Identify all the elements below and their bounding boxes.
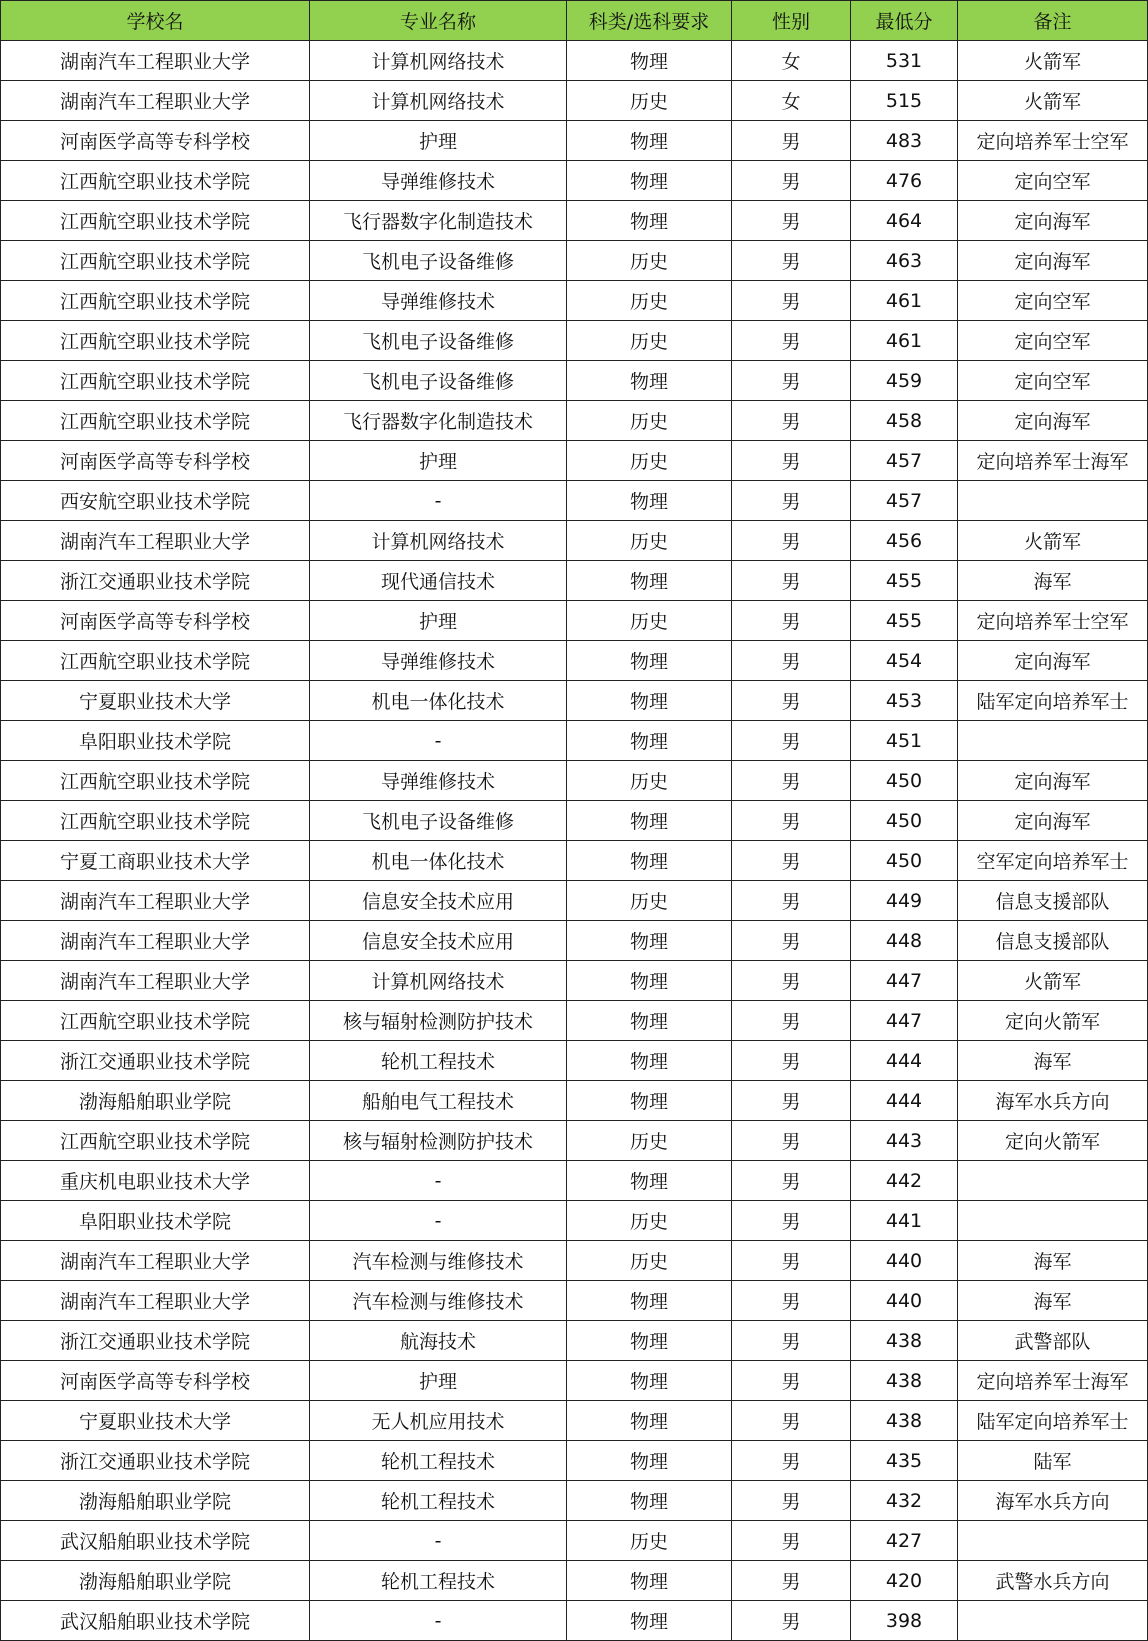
cell-gender: 男	[732, 641, 851, 681]
cell-subject-requirement: 物理	[567, 1001, 732, 1041]
table-row	[1, 281, 1148, 321]
cell-gender: 男	[732, 401, 851, 441]
cell-gender: 男	[732, 121, 851, 161]
cell-min-score: 443	[851, 1121, 958, 1161]
cell-subject-requirement: 物理	[567, 481, 732, 521]
cell-school-name: 江西航空职业技术学院	[1, 801, 310, 841]
cell-min-score: 459	[851, 361, 958, 401]
cell-major-name: 信息安全技术应用	[310, 921, 567, 961]
cell-major-name: 飞行器数字化制造技术	[310, 401, 567, 441]
cell-remarks: 海军	[958, 1041, 1148, 1081]
cell-subject-requirement: 物理	[567, 1441, 732, 1481]
cell-min-score: 461	[851, 281, 958, 321]
cell-gender: 男	[732, 281, 851, 321]
cell-gender: 男	[732, 1041, 851, 1081]
cell-school-name: 西安航空职业技术学院	[1, 481, 310, 521]
cell-gender: 男	[732, 1561, 851, 1601]
cell-subject-requirement: 历史	[567, 521, 732, 561]
table-row	[1, 641, 1148, 681]
cell-subject-requirement: 物理	[567, 961, 732, 1001]
cell-school-name: 江西航空职业技术学院	[1, 761, 310, 801]
cell-school-name: 武汉船舶职业技术学院	[1, 1601, 310, 1641]
cell-subject-requirement: 历史	[567, 401, 732, 441]
cell-remarks	[958, 1161, 1148, 1201]
cell-remarks: 陆军定向培养军士	[958, 681, 1148, 721]
cell-gender: 男	[732, 1361, 851, 1401]
cell-major-name: 计算机网络技术	[310, 81, 567, 121]
cell-min-score: 450	[851, 761, 958, 801]
table-row	[1, 321, 1148, 361]
cell-min-score: 451	[851, 721, 958, 761]
table-row	[1, 1601, 1148, 1641]
cell-remarks: 定向海军	[958, 241, 1148, 281]
table-row	[1, 681, 1148, 721]
table-row	[1, 1041, 1148, 1081]
cell-min-score: 454	[851, 641, 958, 681]
cell-school-name: 宁夏职业技术大学	[1, 1401, 310, 1441]
cell-min-score: 531	[851, 41, 958, 81]
cell-subject-requirement: 物理	[567, 1321, 732, 1361]
table-row	[1, 1001, 1148, 1041]
cell-school-name: 阜阳职业技术学院	[1, 1201, 310, 1241]
cell-subject-requirement: 物理	[567, 1281, 732, 1321]
cell-subject-requirement: 物理	[567, 1481, 732, 1521]
cell-remarks: 定向空军	[958, 281, 1148, 321]
cell-subject-requirement: 历史	[567, 1521, 732, 1561]
table-row	[1, 721, 1148, 761]
cell-gender: 男	[732, 841, 851, 881]
cell-min-score: 461	[851, 321, 958, 361]
cell-school-name: 浙江交通职业技术学院	[1, 1321, 310, 1361]
cell-gender: 男	[732, 161, 851, 201]
cell-gender: 男	[732, 1521, 851, 1561]
cell-min-score: 432	[851, 1481, 958, 1521]
header-subject-requirement: 科类/选科要求	[567, 1, 732, 41]
cell-major-name: 计算机网络技术	[310, 521, 567, 561]
table-row	[1, 1281, 1148, 1321]
cell-min-score: 456	[851, 521, 958, 561]
cell-subject-requirement: 物理	[567, 921, 732, 961]
cell-min-score: 453	[851, 681, 958, 721]
cell-remarks: 定向海军	[958, 761, 1148, 801]
table-row	[1, 1521, 1148, 1561]
cell-remarks: 信息支援部队	[958, 921, 1148, 961]
cell-major-name: -	[310, 481, 567, 521]
cell-min-score: 441	[851, 1201, 958, 1241]
cell-min-score: 438	[851, 1321, 958, 1361]
cell-gender: 男	[732, 721, 851, 761]
cell-remarks: 定向培养军士海军	[958, 1361, 1148, 1401]
table-row	[1, 961, 1148, 1001]
table-row	[1, 1321, 1148, 1361]
cell-min-score: 463	[851, 241, 958, 281]
cell-major-name: 核与辐射检测防护技术	[310, 1001, 567, 1041]
cell-school-name: 湖南汽车工程职业大学	[1, 521, 310, 561]
table-row	[1, 201, 1148, 241]
cell-subject-requirement: 物理	[567, 361, 732, 401]
cell-min-score: 476	[851, 161, 958, 201]
table-row	[1, 481, 1148, 521]
cell-major-name: 核与辐射检测防护技术	[310, 1121, 567, 1161]
table-row	[1, 241, 1148, 281]
table-row	[1, 1201, 1148, 1241]
cell-min-score: 398	[851, 1601, 958, 1641]
table-row	[1, 1481, 1148, 1521]
cell-gender: 男	[732, 961, 851, 1001]
cell-school-name: 宁夏职业技术大学	[1, 681, 310, 721]
table-header	[1, 1, 1148, 41]
cell-subject-requirement: 物理	[567, 121, 732, 161]
cell-subject-requirement: 物理	[567, 1561, 732, 1601]
cell-remarks: 火箭军	[958, 961, 1148, 1001]
cell-subject-requirement: 历史	[567, 81, 732, 121]
cell-school-name: 江西航空职业技术学院	[1, 1121, 310, 1161]
cell-subject-requirement: 历史	[567, 281, 732, 321]
cell-major-name: 航海技术	[310, 1321, 567, 1361]
table-row	[1, 41, 1148, 81]
table-row	[1, 1081, 1148, 1121]
cell-gender: 男	[732, 761, 851, 801]
header-major-name: 专业名称	[310, 1, 567, 41]
cell-gender: 男	[732, 201, 851, 241]
cell-gender: 男	[732, 1281, 851, 1321]
table-row	[1, 841, 1148, 881]
cell-subject-requirement: 历史	[567, 761, 732, 801]
cell-major-name: 护理	[310, 441, 567, 481]
cell-major-name: -	[310, 721, 567, 761]
cell-remarks: 信息支援部队	[958, 881, 1148, 921]
cell-school-name: 重庆机电职业技术大学	[1, 1161, 310, 1201]
cell-remarks: 定向海军	[958, 641, 1148, 681]
cell-subject-requirement: 历史	[567, 601, 732, 641]
table-row	[1, 441, 1148, 481]
table-row	[1, 1161, 1148, 1201]
cell-school-name: 阜阳职业技术学院	[1, 721, 310, 761]
cell-major-name: 导弹维修技术	[310, 281, 567, 321]
cell-major-name: 轮机工程技术	[310, 1561, 567, 1601]
cell-major-name: -	[310, 1201, 567, 1241]
cell-subject-requirement: 历史	[567, 881, 732, 921]
cell-major-name: 导弹维修技术	[310, 761, 567, 801]
cell-subject-requirement: 物理	[567, 201, 732, 241]
cell-school-name: 湖南汽车工程职业大学	[1, 1281, 310, 1321]
cell-min-score: 447	[851, 1001, 958, 1041]
cell-gender: 男	[732, 521, 851, 561]
cell-subject-requirement: 物理	[567, 1401, 732, 1441]
cell-gender: 男	[732, 1241, 851, 1281]
cell-gender: 男	[732, 441, 851, 481]
cell-gender: 男	[732, 361, 851, 401]
cell-remarks: 武警水兵方向	[958, 1561, 1148, 1601]
cell-major-name: 飞机电子设备维修	[310, 321, 567, 361]
cell-remarks: 定向海军	[958, 801, 1148, 841]
cell-school-name: 湖南汽车工程职业大学	[1, 881, 310, 921]
cell-subject-requirement: 物理	[567, 1161, 732, 1201]
cell-min-score: 442	[851, 1161, 958, 1201]
cell-min-score: 458	[851, 401, 958, 441]
cell-school-name: 江西航空职业技术学院	[1, 401, 310, 441]
cell-school-name: 湖南汽车工程职业大学	[1, 1241, 310, 1281]
cell-remarks: 定向培养军士海军	[958, 441, 1148, 481]
cell-min-score: 483	[851, 121, 958, 161]
cell-gender: 男	[732, 1001, 851, 1041]
cell-remarks: 定向火箭军	[958, 1001, 1148, 1041]
cell-remarks: 定向培养军士空军	[958, 121, 1148, 161]
table-row	[1, 561, 1148, 601]
table-row	[1, 1561, 1148, 1601]
cell-major-name: -	[310, 1521, 567, 1561]
cell-school-name: 江西航空职业技术学院	[1, 161, 310, 201]
table-body	[1, 41, 1148, 1641]
table-row	[1, 1441, 1148, 1481]
cell-major-name: 护理	[310, 601, 567, 641]
table-row	[1, 361, 1148, 401]
cell-remarks: 海军水兵方向	[958, 1081, 1148, 1121]
cell-major-name: 护理	[310, 1361, 567, 1401]
cell-min-score: 440	[851, 1241, 958, 1281]
cell-school-name: 河南医学高等专科学校	[1, 1361, 310, 1401]
cell-subject-requirement: 历史	[567, 1241, 732, 1281]
cell-school-name: 渤海船舶职业学院	[1, 1481, 310, 1521]
table-row	[1, 801, 1148, 841]
cell-remarks: 海军水兵方向	[958, 1481, 1148, 1521]
cell-major-name: 计算机网络技术	[310, 961, 567, 1001]
cell-remarks: 空军定向培养军士	[958, 841, 1148, 881]
table-row	[1, 121, 1148, 161]
table-row	[1, 1361, 1148, 1401]
header-remarks: 备注	[958, 1, 1148, 41]
cell-subject-requirement: 历史	[567, 321, 732, 361]
cell-gender: 男	[732, 561, 851, 601]
cell-min-score: 440	[851, 1281, 958, 1321]
cell-school-name: 江西航空职业技术学院	[1, 641, 310, 681]
cell-gender: 男	[732, 681, 851, 721]
cell-major-name: 导弹维修技术	[310, 161, 567, 201]
cell-gender: 男	[732, 1481, 851, 1521]
cell-major-name: 导弹维修技术	[310, 641, 567, 681]
cell-school-name: 江西航空职业技术学院	[1, 1001, 310, 1041]
cell-school-name: 湖南汽车工程职业大学	[1, 81, 310, 121]
cell-min-score: 455	[851, 601, 958, 641]
cell-school-name: 河南医学高等专科学校	[1, 601, 310, 641]
cell-subject-requirement: 历史	[567, 1121, 732, 1161]
table-row	[1, 881, 1148, 921]
cell-subject-requirement: 物理	[567, 1361, 732, 1401]
cell-gender: 男	[732, 1121, 851, 1161]
cell-gender: 男	[732, 1441, 851, 1481]
cell-min-score: 515	[851, 81, 958, 121]
cell-remarks: 定向空军	[958, 321, 1148, 361]
cell-min-score: 438	[851, 1361, 958, 1401]
cell-min-score: 457	[851, 441, 958, 481]
cell-remarks: 海军	[958, 1241, 1148, 1281]
cell-remarks: 武警部队	[958, 1321, 1148, 1361]
cell-remarks	[958, 1601, 1148, 1641]
table-row	[1, 1401, 1148, 1441]
cell-school-name: 宁夏工商职业技术大学	[1, 841, 310, 881]
cell-major-name: -	[310, 1161, 567, 1201]
header-school-name: 学校名	[1, 1, 310, 41]
cell-gender: 男	[732, 921, 851, 961]
cell-gender: 男	[732, 601, 851, 641]
cell-school-name: 江西航空职业技术学院	[1, 241, 310, 281]
table-row	[1, 161, 1148, 201]
cell-gender: 男	[732, 1201, 851, 1241]
table-row	[1, 1121, 1148, 1161]
cell-remarks: 火箭军	[958, 41, 1148, 81]
cell-gender: 男	[732, 1161, 851, 1201]
cell-subject-requirement: 物理	[567, 1601, 732, 1641]
cell-remarks: 海军	[958, 1281, 1148, 1321]
cell-major-name: -	[310, 1601, 567, 1641]
cell-major-name: 机电一体化技术	[310, 681, 567, 721]
cell-major-name: 飞机电子设备维修	[310, 361, 567, 401]
cell-remarks: 海军	[958, 561, 1148, 601]
cell-school-name: 江西航空职业技术学院	[1, 361, 310, 401]
table-row	[1, 401, 1148, 441]
cell-remarks: 火箭军	[958, 81, 1148, 121]
cell-subject-requirement: 物理	[567, 561, 732, 601]
cell-min-score: 420	[851, 1561, 958, 1601]
table-row	[1, 1241, 1148, 1281]
cell-major-name: 飞机电子设备维修	[310, 801, 567, 841]
table-row	[1, 921, 1148, 961]
cell-min-score: 455	[851, 561, 958, 601]
cell-subject-requirement: 物理	[567, 721, 732, 761]
cell-remarks: 定向海军	[958, 401, 1148, 441]
cell-school-name: 河南医学高等专科学校	[1, 441, 310, 481]
cell-major-name: 轮机工程技术	[310, 1481, 567, 1521]
cell-school-name: 江西航空职业技术学院	[1, 281, 310, 321]
cell-remarks: 定向海军	[958, 201, 1148, 241]
cell-subject-requirement: 物理	[567, 641, 732, 681]
cell-subject-requirement: 物理	[567, 161, 732, 201]
cell-min-score: 450	[851, 801, 958, 841]
cell-remarks: 定向火箭军	[958, 1121, 1148, 1161]
table-row	[1, 601, 1148, 641]
cell-gender: 女	[732, 41, 851, 81]
cell-school-name: 江西航空职业技术学院	[1, 201, 310, 241]
cell-major-name: 轮机工程技术	[310, 1441, 567, 1481]
cell-major-name: 飞机电子设备维修	[310, 241, 567, 281]
cell-remarks	[958, 1521, 1148, 1561]
cell-min-score: 457	[851, 481, 958, 521]
cell-gender: 男	[732, 481, 851, 521]
cell-subject-requirement: 物理	[567, 841, 732, 881]
cell-subject-requirement: 物理	[567, 801, 732, 841]
cell-major-name: 飞行器数字化制造技术	[310, 201, 567, 241]
cell-min-score: 444	[851, 1041, 958, 1081]
cell-school-name: 渤海船舶职业学院	[1, 1561, 310, 1601]
cell-min-score: 435	[851, 1441, 958, 1481]
cell-subject-requirement: 物理	[567, 681, 732, 721]
cell-remarks: 陆军定向培养军士	[958, 1401, 1148, 1441]
cell-gender: 男	[732, 1401, 851, 1441]
cell-school-name: 武汉船舶职业技术学院	[1, 1521, 310, 1561]
cell-remarks: 定向空军	[958, 361, 1148, 401]
cell-school-name: 湖南汽车工程职业大学	[1, 921, 310, 961]
cell-min-score: 464	[851, 201, 958, 241]
cell-major-name: 信息安全技术应用	[310, 881, 567, 921]
cell-gender: 男	[732, 321, 851, 361]
cell-school-name: 渤海船舶职业学院	[1, 1081, 310, 1121]
cell-gender: 男	[732, 241, 851, 281]
cell-school-name: 浙江交通职业技术学院	[1, 1441, 310, 1481]
cell-remarks: 火箭军	[958, 521, 1148, 561]
cell-subject-requirement: 历史	[567, 441, 732, 481]
cell-school-name: 江西航空职业技术学院	[1, 321, 310, 361]
cell-major-name: 轮机工程技术	[310, 1041, 567, 1081]
cell-major-name: 汽车检测与维修技术	[310, 1241, 567, 1281]
cell-subject-requirement: 物理	[567, 41, 732, 81]
cell-remarks	[958, 721, 1148, 761]
table-row	[1, 521, 1148, 561]
cell-gender: 男	[732, 1081, 851, 1121]
cell-major-name: 现代通信技术	[310, 561, 567, 601]
header-row	[1, 1, 1148, 41]
cell-remarks	[958, 1201, 1148, 1241]
cell-remarks	[958, 481, 1148, 521]
cell-min-score: 444	[851, 1081, 958, 1121]
cell-gender: 男	[732, 801, 851, 841]
cell-gender: 女	[732, 81, 851, 121]
cell-gender: 男	[732, 1321, 851, 1361]
cell-major-name: 护理	[310, 121, 567, 161]
cell-major-name: 汽车检测与维修技术	[310, 1281, 567, 1321]
cell-major-name: 机电一体化技术	[310, 841, 567, 881]
header-gender: 性别	[732, 1, 851, 41]
table-row	[1, 761, 1148, 801]
cell-school-name: 浙江交通职业技术学院	[1, 1041, 310, 1081]
cell-remarks: 定向培养军士空军	[958, 601, 1148, 641]
cell-school-name: 湖南汽车工程职业大学	[1, 961, 310, 1001]
table-row	[1, 81, 1148, 121]
cell-remarks: 陆军	[958, 1441, 1148, 1481]
cell-gender: 男	[732, 1601, 851, 1641]
cell-major-name: 船舶电气工程技术	[310, 1081, 567, 1121]
cell-min-score: 447	[851, 961, 958, 1001]
cell-school-name: 湖南汽车工程职业大学	[1, 41, 310, 81]
header-min-score: 最低分	[851, 1, 958, 41]
cell-school-name: 河南医学高等专科学校	[1, 121, 310, 161]
cell-major-name: 计算机网络技术	[310, 41, 567, 81]
cell-school-name: 浙江交通职业技术学院	[1, 561, 310, 601]
cell-subject-requirement: 历史	[567, 1201, 732, 1241]
cell-min-score: 438	[851, 1401, 958, 1441]
cell-subject-requirement: 物理	[567, 1081, 732, 1121]
cell-remarks: 定向空军	[958, 161, 1148, 201]
cell-subject-requirement: 历史	[567, 241, 732, 281]
cell-min-score: 449	[851, 881, 958, 921]
cell-subject-requirement: 物理	[567, 1041, 732, 1081]
cell-min-score: 427	[851, 1521, 958, 1561]
cell-gender: 男	[732, 881, 851, 921]
cell-min-score: 448	[851, 921, 958, 961]
cell-min-score: 450	[851, 841, 958, 881]
cell-major-name: 无人机应用技术	[310, 1401, 567, 1441]
